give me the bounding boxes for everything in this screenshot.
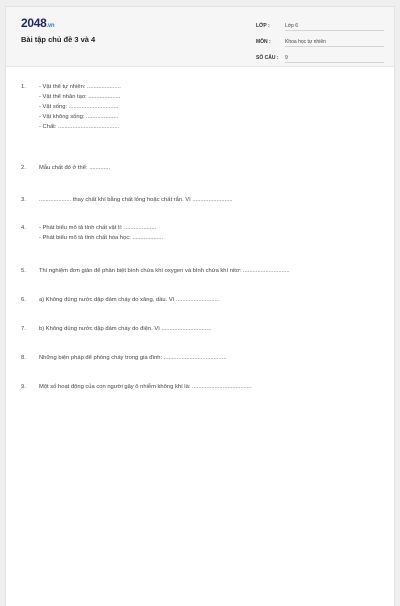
worksheet-page <box>5 6 395 606</box>
question-text: Thí nghiệm đơn giản để phân biệt bình chứa khí oxygen và bình chứa khí nitơ: ............................. <box>39 268 290 274</box>
question-text: Một số hoạt động của con người gây ô nhiễm không khí là: ..................................... <box>39 384 252 390</box>
meta-subject-label: MÔN : <box>256 39 271 45</box>
question-number: 8. <box>21 355 26 361</box>
question-number: 2. <box>21 165 26 171</box>
question-line: - Vật thể nhân tạo: .................... <box>39 94 121 100</box>
question-body <box>39 82 384 132</box>
question-number: 5. <box>21 268 26 274</box>
meta-class <box>256 20 384 33</box>
question-line: - Vật thể tự nhiên: ..................... <box>39 84 121 90</box>
worksheet-title: Bài tập chủ đề 3 và 4 <box>21 35 96 44</box>
meta-question-count <box>256 52 384 65</box>
question-text: Những biện pháp để phòng cháy trong gia đình: ....................................... <box>39 355 227 361</box>
worksheet-header <box>6 7 394 67</box>
question-body <box>39 223 384 243</box>
meta-class-label: LỚP : <box>256 23 270 29</box>
question-line: - Vật sống: ............................... <box>39 104 119 110</box>
meta-question-count-label: SỐ CÂU : <box>256 55 279 61</box>
logo-main: 2048 <box>21 16 47 30</box>
question-number: 1. <box>21 84 26 90</box>
question-text: Mẫu chất đó ở thể: ............. <box>39 165 111 171</box>
question-number: 3. <box>21 197 26 203</box>
meta-subject <box>256 36 384 49</box>
site-logo[interactable] <box>21 16 54 30</box>
question-text: .................... thay chất khí bằng chất lỏng hoặc chất rắn. Vì ......................... <box>39 197 233 203</box>
question-line: - Vật không sống: .................... <box>39 114 119 120</box>
question-line: - Phát biểu mô tả tính chất vật lí: .................... <box>39 225 157 231</box>
question-text: b) Không dùng nước dập đám cháy do điện. Vì ............................... <box>39 326 212 332</box>
question-number: 6. <box>21 297 26 303</box>
question-number: 4. <box>21 225 26 231</box>
meta-question-count-value: 9 <box>285 52 384 63</box>
logo-tld: .vn <box>46 23 55 29</box>
question-text: a) Không dùng nước dập đám cháy do xăng, dầu. Vì ........................... <box>39 297 220 303</box>
question-line: - Phát biểu mô tả tính chất hóa học: ................... <box>39 235 164 241</box>
question-line: - Chất: ...................................... <box>39 124 120 130</box>
meta-subject-value: Khoa học tự nhiên <box>285 36 384 47</box>
question-number: 9. <box>21 384 26 390</box>
meta-class-value: Lớp 6 <box>285 20 384 31</box>
question-number: 7. <box>21 326 26 332</box>
